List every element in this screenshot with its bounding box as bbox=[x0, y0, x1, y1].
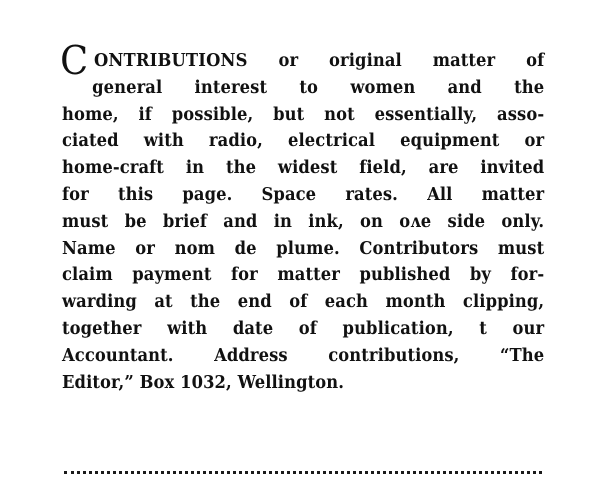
notice-line-10: warding at the end of each month clipping, bbox=[62, 292, 545, 313]
notice-line-1 bbox=[60, 39, 545, 84]
notice-line-8: Name or nom de plume. Contributors must bbox=[62, 238, 545, 259]
notice-line-2: general interest to women and the bbox=[92, 77, 545, 98]
notice-line-13: Editor,” Box 1032, Wellington. bbox=[62, 372, 345, 393]
notice-line-5: home-craft in the widest field, are invited bbox=[62, 158, 545, 179]
notice-line-1-text: or original matter of bbox=[247, 51, 545, 71]
notice-line-9: claim payment for matter published by for- bbox=[62, 265, 545, 286]
notice-heading-word: ONTRIBUTIONS bbox=[93, 51, 248, 71]
contributions-notice bbox=[60, 39, 545, 396]
notice-line-6: for this page. Space rates. All matter bbox=[62, 184, 545, 205]
notice-line-3: home, if possible, but not essentially, asso- bbox=[62, 104, 545, 125]
notice-line-4: ciated with radio, electrical equipment or bbox=[62, 131, 545, 152]
notice-line-11: together with date of publication, t our bbox=[62, 318, 545, 339]
notice-line-7: must be brief and in ink, on oʌe side only. bbox=[62, 211, 545, 232]
notice-line-12: Accountant. Address contributions, “The bbox=[62, 345, 545, 366]
drop-cap-letter: C bbox=[60, 39, 89, 84]
dotted-divider bbox=[64, 471, 542, 474]
